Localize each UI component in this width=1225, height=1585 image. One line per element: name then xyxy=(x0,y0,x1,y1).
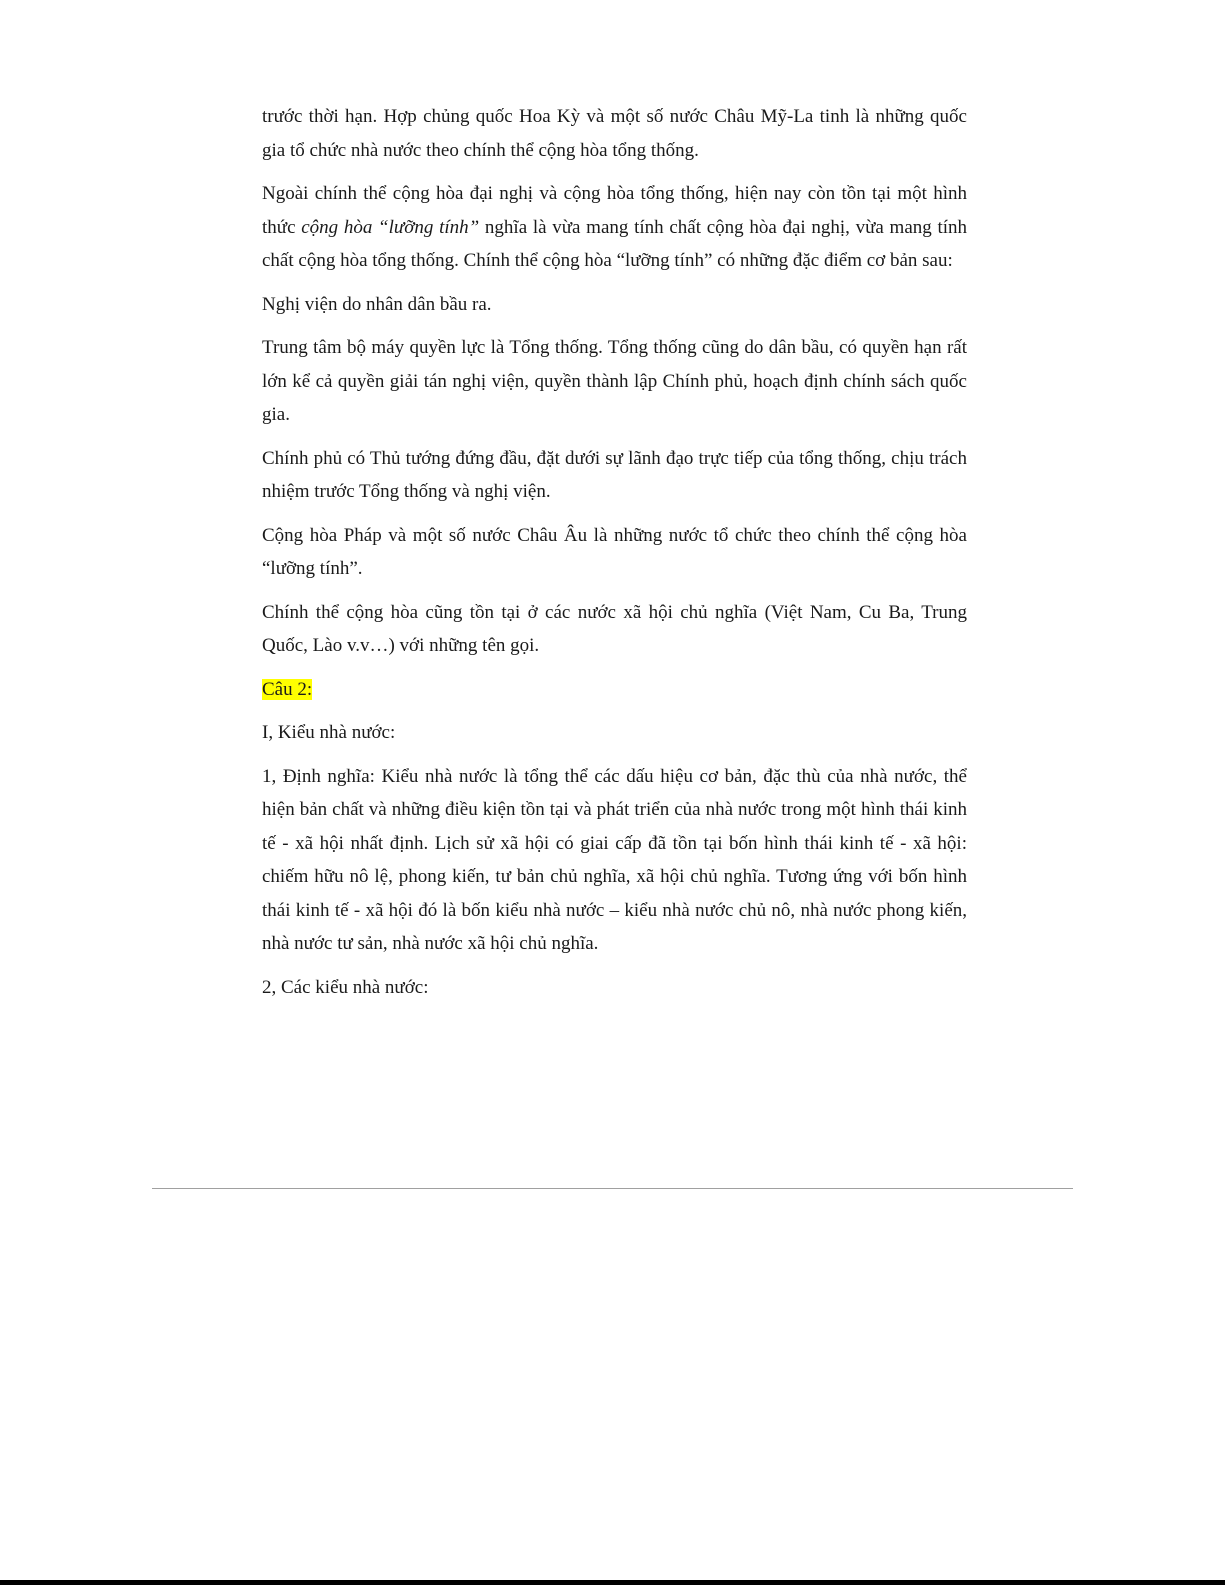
paragraph-text: Chính phủ có Thủ tướng đứng đầu, đặt dưới sự lãnh đạo trực tiếp của tổng thống, chịu trách nhiệm trước Tổng thống và nghị viện. xyxy=(262,447,967,502)
paragraph-socialist-countries xyxy=(262,596,967,663)
paragraph-text: Cộng hòa Pháp và một số nước Châu Âu là những nước tổ chức theo chính thể cộng hòa “lưỡng tính”. xyxy=(262,524,967,579)
section-heading-state-kinds xyxy=(262,971,967,1005)
paragraph-text: Trung tâm bộ máy quyền lực là Tổng thống. Tổng thống cũng do dân bầu, có quyền hạn rất lớn kể cả quyền giải tán nghị viện, quyền thành lập Chính phủ, hoạch định chính sách quốc gia. xyxy=(262,337,967,425)
paragraph-france xyxy=(262,519,967,586)
paragraph-text: Chính thể cộng hòa cũng tồn tại ở các nước xã hội chủ nghĩa (Việt Nam, Cu Ba, Trung Quốc, Lào v.v…) với những tên gọi. xyxy=(262,601,967,656)
paragraph-definition xyxy=(262,760,967,961)
paragraph-text: 1, Định nghĩa: Kiểu nhà nước là tổng thể các dấu hiệu cơ bản, đặc thù của nhà nước, thể hiện bản chất và những điều kiện tồn tại và phát triển của nhà nước trong một hình thái kinh tế - xã hội nhất định. Lịch sử xã hội có giai cấp đã tồn tại bốn hình thái kinh tế - xã hội: chiếm hữu nô lệ, phong kiến, tư bản chủ nghĩa, xã hội chủ nghĩa. Tương ứng với bốn hình thái kinh tế - xã hội đó là bốn kiểu nhà nước – kiểu nhà nước chủ nô, nhà nước phong kiến, nhà nước tư sản, nhà nước xã hội chủ nghĩa. xyxy=(262,765,967,954)
section-heading-state-type xyxy=(262,716,967,750)
paragraph-president-power xyxy=(262,331,967,432)
paragraph-text: Nghị viện do nhân dân bầu ra. xyxy=(262,293,492,315)
highlighted-heading: Câu 2: xyxy=(262,678,313,700)
bottom-border xyxy=(0,1580,1225,1585)
paragraph-text: 2, Các kiểu nhà nước: xyxy=(262,976,429,998)
italic-term: cộng hòa “lưỡng tính” xyxy=(301,216,480,238)
paragraph-text: Ngoài chính thể cộng hòa đại nghị và cộng hòa tổng thống, hiện nay còn tồn tại một hình thức xyxy=(262,183,967,238)
paragraph-government xyxy=(262,442,967,509)
paragraph-text: I, Kiểu nhà nước: xyxy=(262,722,396,743)
page-divider xyxy=(152,1188,1073,1189)
document-body xyxy=(262,100,967,1014)
paragraph-text: nghĩa là vừa mang tính chất cộng hòa đại nghị, vừa mang tính chất cộng hòa tổng thống. Chính thể cộng hòa “lưỡng tính” có những đặc điểm cơ bản sau: xyxy=(262,216,968,271)
question-heading xyxy=(262,673,967,707)
paragraph-parliament xyxy=(262,288,967,322)
paragraph-dual-republic xyxy=(262,177,967,278)
paragraph-text: trước thời hạn. Hợp chủng quốc Hoa Kỳ và một số nước Châu Mỹ-La tinh là những quốc gia tổ chức nhà nước theo chính thể cộng hòa tổng thống. xyxy=(262,106,967,161)
paragraph-presidential-republic xyxy=(262,100,967,167)
